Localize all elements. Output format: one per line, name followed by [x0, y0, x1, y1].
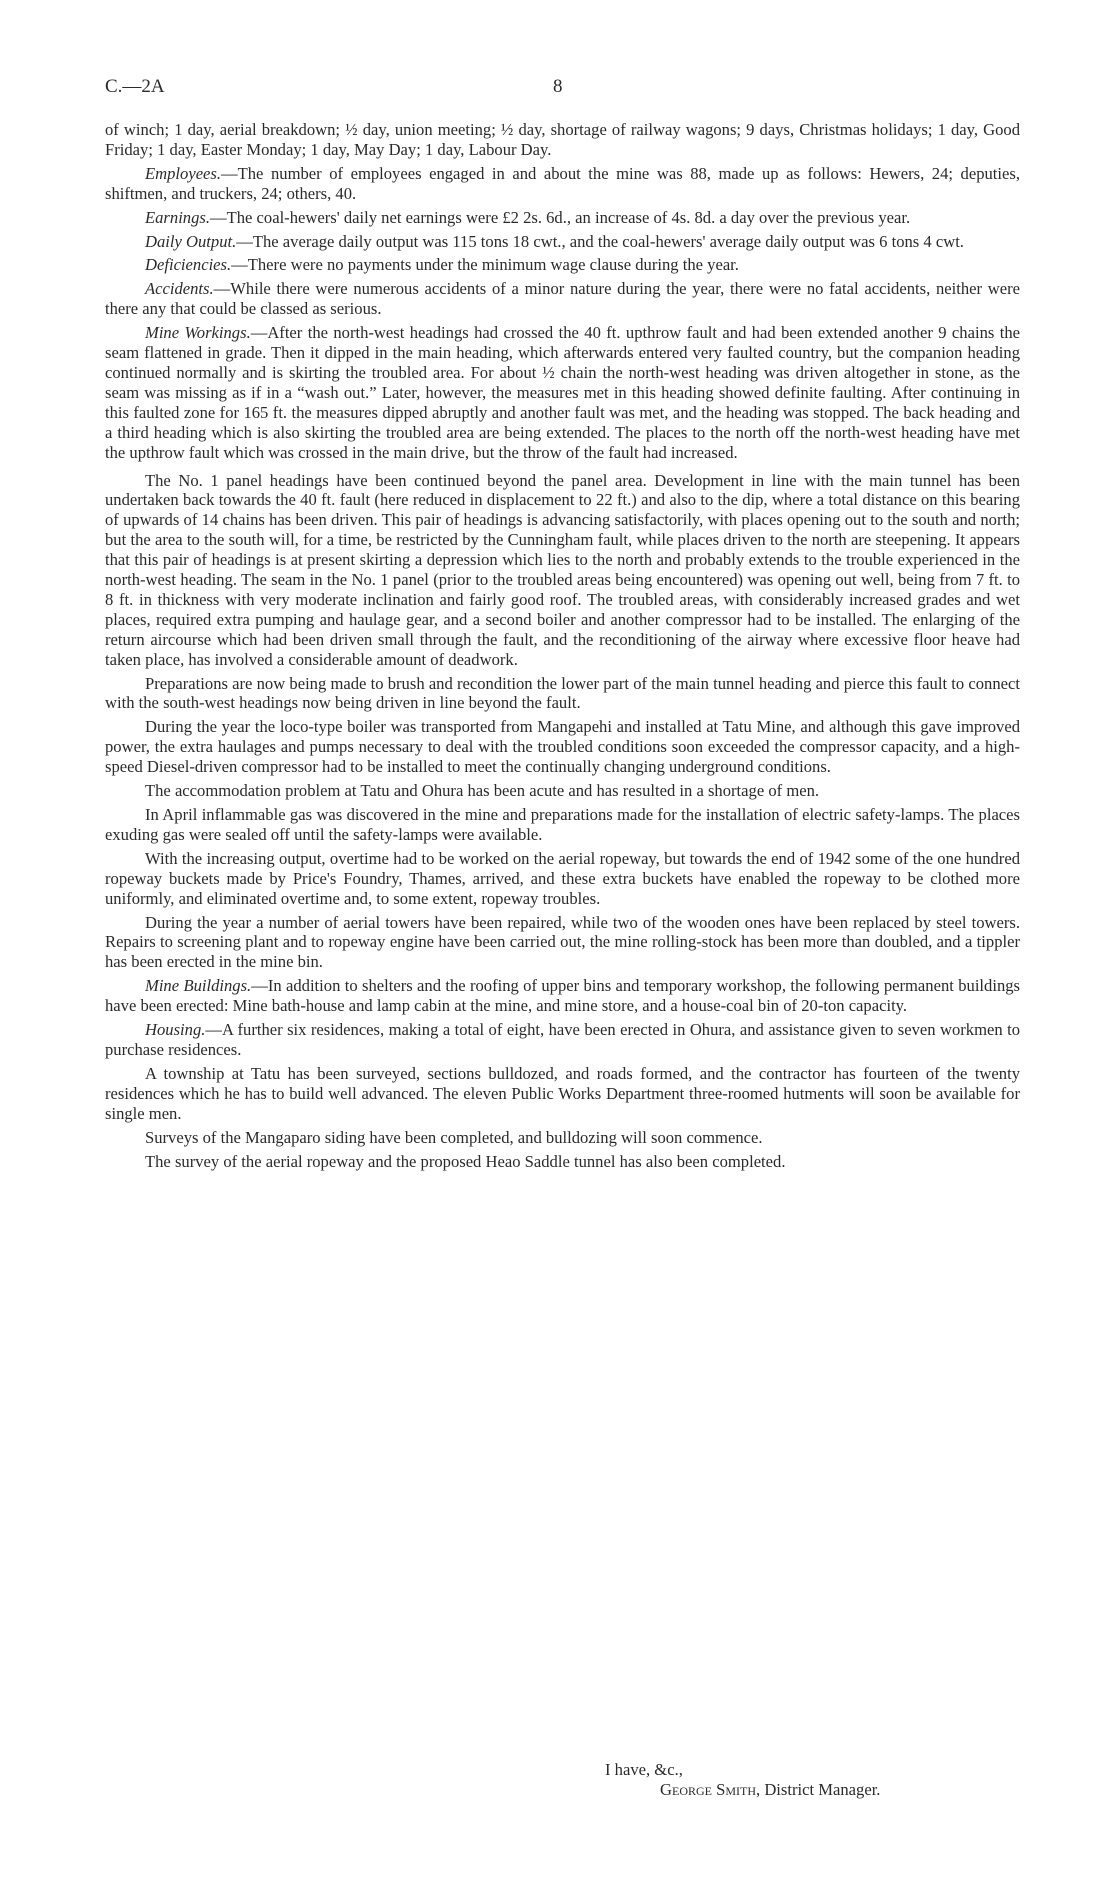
paragraph-text: —While there were numerous accidents of a minor nature during the year, there were no fatal accidents, neither were there any that could be classed as serious.	[105, 279, 1020, 319]
paragraph-panel-headings	[105, 471, 1020, 670]
paragraph-text: of winch; 1 day, aerial breakdown; ½ day, union meeting; ½ day, shortage of railway wagons; 9 days, Christmas holidays; 1 day, Good Friday; 1 day, Easter Monday; 1 day, May Day; 1 day, Labour Day.	[105, 120, 1020, 159]
paragraph-earnings	[105, 208, 1020, 228]
paragraph-text: —The average daily output was 115 tons 18 cwt., and the coal-hewers' average daily output was 6 tons 4 cwt.	[236, 231, 964, 251]
paragraph-daily-output	[105, 232, 1020, 252]
paragraph-text: Preparations are now being made to brush and recondition the lower part of the main tunnel heading and pierce this fault to connect with the south-west headings now being driven in line beyond the fault.	[105, 673, 1020, 713]
paragraph-boiler	[105, 717, 1020, 777]
paragraph-heading: Employees.	[145, 163, 222, 183]
paragraph-heading: Deficiencies.	[145, 255, 232, 275]
paragraph-text: In April inflammable gas was discovered in the mine and preparations made for the installation of electric safety-lamps. The places exuding gas were sealed off until the safety-lamps were available.	[105, 805, 1020, 844]
paragraph-surveys	[105, 1128, 1020, 1148]
paragraph-aerial-survey	[105, 1152, 1020, 1172]
page-header	[105, 76, 1020, 102]
paragraph-text: A township at Tatu has been surveyed, sections bulldozed, and roads formed, and the contractor has fourteen of the twenty residences which he has to build well advanced. The eleven Public Works Department three-roomed hutments will soon be available for single men.	[105, 1063, 1020, 1123]
paragraph-text: During the year a number of aerial towers have been repaired, while two of the wooden ones have been replaced by steel towers. Repairs to screening plant and to ropeway engine have been carried out, the mine rolling-stock has been more than doubled, and a tippler has been erected in the mine bin.	[105, 912, 1020, 972]
signatory-title: District Manager.	[764, 1780, 881, 1799]
paragraph-text: Surveys of the Mangaparo siding have been completed, and bulldozing will soon commence.	[145, 1127, 763, 1147]
paragraph-text: —The coal-hewers' daily net earnings were £2 2s. 6d., an increase of 4s. 8d. a day over the previous year.	[210, 207, 911, 227]
report-body	[105, 120, 1020, 1175]
paragraph-text: —After the north-west headings had crossed the 40 ft. upthrow fault and had been extended another 9 chains the seam flattened in grade. Then it dipped in the main heading, which afterwards entered very faulted country, but the companion heading continued normally and is skirting the troubled area. For about ½ chain the north-west heading was driven altogether in stone, as the seam was missing as if in a “wash out.” Later, however, the measures met in this heading showed definite faulting. After continuing in this faulted zone for 165 ft. the measures dipped abruptly and another fault was met, and the heading was stopped. The back heading and a third heading which is also skirting the troubled area are being extended. The places to the north off the north-west heading have met the upthrow fault which was crossed in the main drive, but the throw of the fault had increased.	[105, 323, 1020, 462]
paragraph-towers	[105, 913, 1020, 973]
signoff-block	[105, 1760, 1020, 1800]
paragraph-mine-workings	[105, 323, 1020, 462]
paragraph-heading: Mine Workings.	[145, 323, 251, 343]
paragraph-deficiencies	[105, 255, 1020, 275]
paragraph-continuation	[105, 120, 1020, 160]
paragraph-text: The survey of the aerial ropeway and the proposed Heao Saddle tunnel has also been completed.	[145, 1151, 786, 1171]
signatory-name: George Smith,	[660, 1780, 761, 1799]
paragraph-text: During the year the loco-type boiler was transported from Mangapehi and installed at Tatu Mine, and although this gave improved power, the extra haulages and pumps necessary to deal with the troubled conditions soon exceeded the compressor capacity, and a high-speed Diesel-driven compressor had to be installed to meet the continually changing underground conditions.	[105, 717, 1020, 777]
signoff-greeting: I have, &c.,	[605, 1760, 683, 1779]
paragraph-text: —There were no payments under the minimum wage clause during the year.	[231, 255, 739, 275]
paragraph-gas	[105, 805, 1020, 845]
paragraph-accidents	[105, 279, 1020, 319]
paragraph-ropeway	[105, 849, 1020, 909]
paragraph-text: —The number of employees engaged in and about the mine was 88, made up as follows: Hewers, 24; deputies, shiftmen, and truckers, 24; others, 40.	[105, 163, 1020, 203]
paragraph-preparations	[105, 674, 1020, 714]
paragraph-heading: Housing.	[145, 1020, 206, 1040]
paragraph-heading: Daily Output.	[145, 231, 237, 251]
paragraph-housing	[105, 1020, 1020, 1060]
paragraph-heading: Earnings.	[145, 207, 210, 227]
paragraph-text: With the increasing output, overtime had to be worked on the aerial ropeway, but towards the end of 1942 some of the one hundred ropeway buckets made by Price's Foundry, Thames, arrived, and these extra buckets have enabled the ropeway to be clothed more uniformly, and eliminated overtime and, to some extent, ropeway troubles.	[105, 848, 1020, 908]
paragraph-heading: Accidents.	[145, 279, 214, 299]
paragraph-mine-buildings	[105, 976, 1020, 1016]
paragraph-accommodation	[105, 781, 1020, 801]
paragraph-text: —A further six residences, making a total of eight, have been erected in Ohura, and assistance given to seven workmen to purchase residences.	[105, 1020, 1020, 1059]
paragraph-employees	[105, 164, 1020, 204]
document-reference: C.—2A	[105, 76, 165, 97]
paragraph-text: The No. 1 panel headings have been continued beyond the panel area. Development in line with the main tunnel has been undertaken back towards the 40 ft. fault (here reduced in displacement to 22 ft.) and also to the dip, where a total distance on this bearing of upwards of 14 chains has been driven. This pair of headings is advancing satisfactorily, with places opening out to the south and north; but the area to the south will, for a time, be restricted by the Cunningham fault, while places driven to the north are steepening. It appears that this pair of headings is at present skirting a depression which lies to the north and probably extends to the trouble experienced in the north-west heading. The seam in the No. 1 panel (prior to the troubled areas being encountered) was opening out well, being from 7 ft. to 8 ft. in thickness with very moderate inclination and fairly good roof. The troubled areas, with considerably increased grades and wet places, required extra pumping and haulage gear, and a second boiler and another compressor had to be installed. The enlarging of the return aircourse which had been driven small through the fault, and the reconditioning of the airway where excessive floor heave had taken place, has involved a considerable amount of deadwork.	[105, 470, 1020, 669]
signature-line	[105, 1780, 1020, 1800]
paragraph-heading: Mine Buildings.	[145, 976, 252, 996]
paragraph-text: —In addition to shelters and the roofing of upper bins and temporary workshop, the following permanent buildings have been erected: Mine bath-house and lamp cabin at the mine, and mine store, and a house-coal bin of 20-ton capacity.	[105, 976, 1020, 1016]
page-number: 8	[553, 76, 563, 97]
paragraph-text: The accommodation problem at Tatu and Ohura has been acute and has resulted in a shortage of men.	[145, 781, 820, 801]
paragraph-township	[105, 1064, 1020, 1124]
